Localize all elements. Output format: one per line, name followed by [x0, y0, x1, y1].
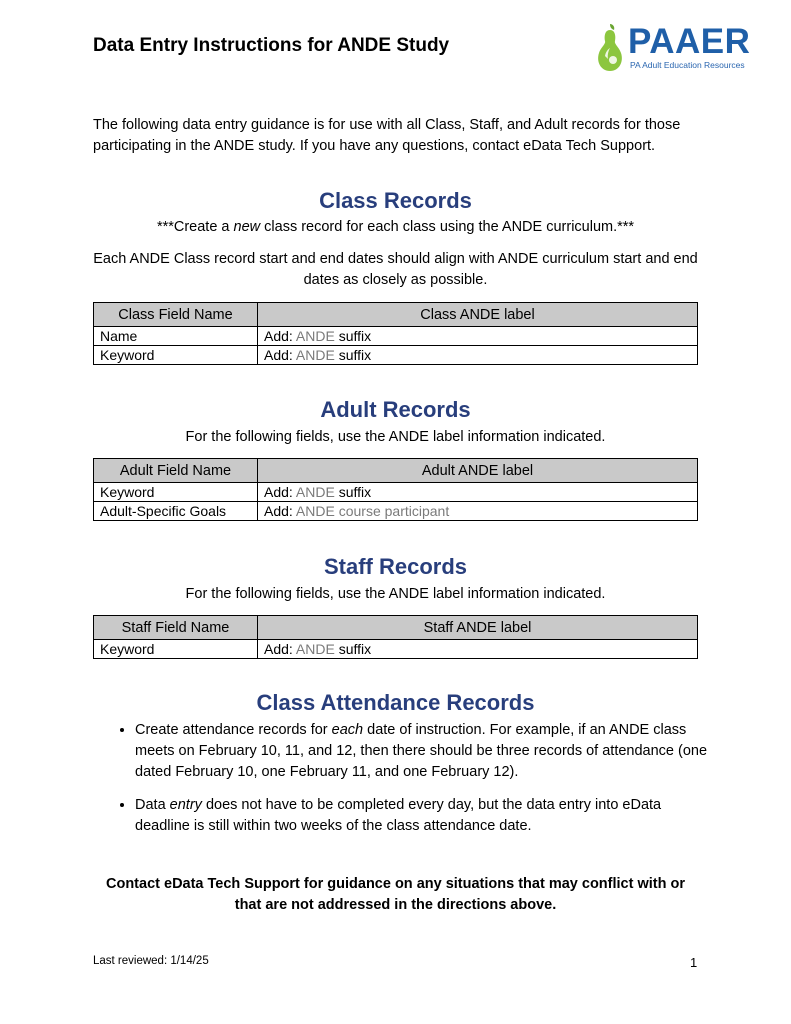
table-header-row — [94, 303, 698, 327]
ande-label-cell: Add: ANDE suffix — [258, 346, 698, 365]
class-fields-table — [93, 302, 698, 365]
pear-icon — [593, 22, 627, 74]
ande-label-cell: Add: ANDE course participant — [258, 502, 698, 521]
attendance-records-heading: Class Attendance Records — [256, 690, 535, 715]
field-name-cell: Keyword — [94, 346, 258, 365]
class-records-heading: Class Records — [319, 188, 472, 213]
column-header: Class ANDE label — [258, 303, 698, 327]
table-header-row — [94, 616, 698, 640]
ande-label-cell: Add: ANDE suffix — [258, 483, 698, 502]
attendance-bullet-list — [115, 720, 715, 849]
list-item: • Data entry does not have to be completed every day, but the data entry into eData deadline is still within two weeks of the class attendance date. — [135, 795, 715, 837]
column-header: Class Field Name — [94, 303, 258, 327]
last-reviewed-date: Last reviewed: 1/14/25 — [93, 955, 209, 967]
staff-subtext: For the following fields, use the ANDE label information indicated. — [185, 586, 606, 602]
table-row — [94, 346, 698, 365]
contact-note: Contact eData Tech Support for guidance on any situations that may conflict with or that are not addressed in the directions above. — [106, 876, 685, 913]
table-row — [94, 327, 698, 346]
table-header-row — [94, 459, 698, 483]
page-number: 1 — [690, 955, 698, 970]
ande-label-cell: Add: ANDE suffix — [258, 640, 698, 659]
column-header: Adult Field Name — [94, 459, 258, 483]
adult-subtext: For the following fields, use the ANDE label information indicated. — [185, 429, 606, 445]
staff-records-heading: Staff Records — [323, 554, 468, 579]
field-name-cell: Keyword — [94, 640, 258, 659]
paaer-logo — [593, 22, 753, 74]
ande-label-cell: Add: ANDE suffix — [258, 327, 698, 346]
staff-fields-table — [93, 615, 698, 659]
logo-wordmark: PAAER — [628, 22, 751, 61]
field-name-cell: Name — [94, 327, 258, 346]
table-row — [94, 483, 698, 502]
adult-fields-table — [93, 458, 698, 521]
class-note: ***Create a new class record for each class using the ANDE curriculum.*** — [156, 219, 635, 235]
logo-subtitle: PA Adult Education Resources — [630, 60, 745, 70]
column-header: Staff ANDE label — [258, 616, 698, 640]
list-item: • Create attendance records for each date of instruction. For example, if an ANDE class meets on February 10, 11, and 12, then there should be three records of attendance (one dated February 10, one February 11, and one February 12). — [135, 720, 715, 783]
column-header: Staff Field Name — [94, 616, 258, 640]
class-alignment-text: Each ANDE Class record start and end dates should align with ANDE curriculum start and end dates as closely as possible. — [93, 251, 698, 288]
field-name-cell: Keyword — [94, 483, 258, 502]
field-name-cell: Adult-Specific Goals — [94, 502, 258, 521]
table-row — [94, 640, 698, 659]
table-row — [94, 502, 698, 521]
column-header: Adult ANDE label — [258, 459, 698, 483]
document-title: Data Entry Instructions for ANDE Study — [93, 35, 450, 56]
adult-records-heading: Adult Records — [320, 397, 471, 422]
intro-paragraph: The following data entry guidance is for use with all Class, Staff, and Adult records for those participating in the ANDE study. If you have any questions, contact eData Tech Support. — [93, 117, 681, 154]
